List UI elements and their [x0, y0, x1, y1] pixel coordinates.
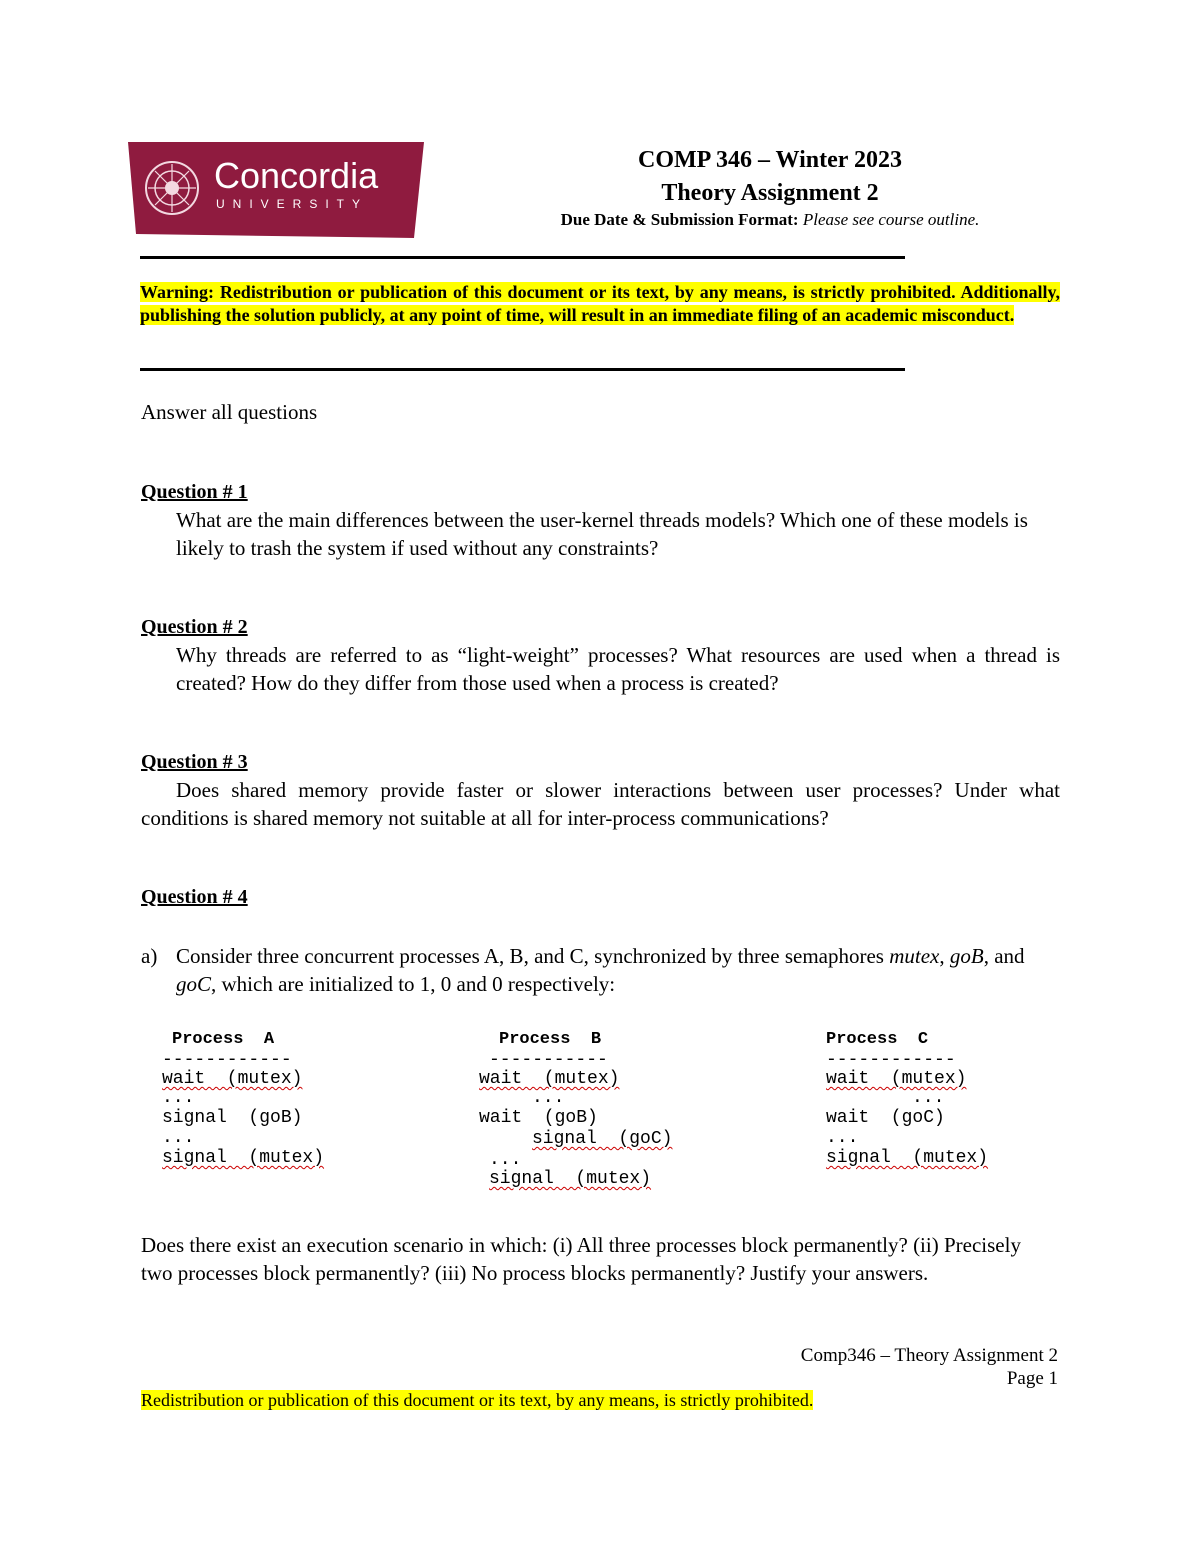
- concordia-logo: [128, 142, 424, 238]
- process-b-line-6: signal (mutex): [489, 1169, 652, 1189]
- question-4-part-a-label: a): [141, 944, 158, 968]
- process-a-line-2: ...: [162, 1088, 195, 1108]
- instructions: Answer all questions: [141, 400, 318, 424]
- question-3-body: Does shared memory provide faster or slower interactions between user processes? Under what conditions is shared memory not suitable at all for inter-process communications?: [141, 778, 1060, 830]
- process-a-line-5: signal (mutex): [162, 1148, 325, 1168]
- question-1-body: What are the main differences between the user-kernel threads models? Which one of these models is likely to trash the system if used without any constraints?: [176, 508, 1028, 560]
- question-2-heading: Question # 2: [141, 616, 248, 638]
- logo-wordmark: Concordia: [214, 155, 379, 196]
- process-a-line-1: wait (mutex): [162, 1069, 303, 1089]
- process-b-title: Process B: [499, 1030, 602, 1049]
- process-b-line-3: wait (goB): [479, 1108, 598, 1128]
- process-b-line-4: signal (goC): [532, 1129, 673, 1149]
- page-number: Page 1: [1006, 1368, 1058, 1389]
- question-1-heading: Question # 1: [141, 481, 248, 503]
- divider-top: [140, 256, 905, 259]
- process-c-line-5: signal (mutex): [826, 1148, 989, 1168]
- process-a-dashes: ------------: [162, 1050, 292, 1070]
- question-4-part-a-body: Consider three concurrent processes A, B, and C, synchronized by three semaphores mutex, goB, and goC, which are initialized to 1, 0 and 0 respectively:: [176, 944, 1025, 996]
- process-b-line-5: ...: [489, 1150, 522, 1170]
- process-c-title: Process C: [826, 1030, 929, 1049]
- process-c-line-3: wait (goC): [826, 1108, 945, 1128]
- university-seal-icon: [146, 162, 198, 214]
- process-c-dashes: ------------: [826, 1050, 956, 1070]
- process-c-line-4: ...: [826, 1128, 859, 1148]
- question-4-prompt: Does there exist an execution scenario in which: (i) All three processes block permanently? (ii) Precisely two processes block permanently? (iii) No process blocks permanently? Justify your answers.: [141, 1233, 1021, 1285]
- process-c-line-2: ...: [912, 1088, 945, 1108]
- process-b-dashes: -----------: [489, 1050, 608, 1070]
- process-a-title: Process A: [172, 1030, 275, 1049]
- due-text: Please see course outline.: [802, 210, 980, 229]
- process-b-line-1: wait (mutex): [479, 1069, 620, 1089]
- question-2-body: Why threads are referred to as “light-weight” processes? What resources are used when a thread is created? How do they differ from those used when a process is created?: [176, 643, 1060, 695]
- logo-subname: UNIVERSITY: [216, 197, 369, 211]
- due-label: Due Date & Submission Format:: [560, 210, 799, 229]
- question-4-heading: Question # 4: [141, 886, 248, 908]
- process-a-line-3: signal (goB): [162, 1108, 303, 1128]
- process-a-line-4: ...: [162, 1128, 195, 1148]
- process-c-line-1: wait (mutex): [826, 1069, 967, 1089]
- warning-notice: [140, 281, 1060, 327]
- footer-title: Comp346 – Theory Assignment 2: [800, 1345, 1058, 1366]
- process-b-line-2: ...: [532, 1088, 565, 1108]
- divider-bottom: [140, 368, 905, 371]
- assignment-title: Theory Assignment 2: [661, 180, 879, 206]
- question-3-heading: Question # 3: [141, 751, 248, 773]
- warning-text: Warning: Redistribution or publication of this document or its text, by any means, is strictly prohibited. Additionally, publishing the solution publicly, at any point of time, will result in an immediate filing of an academic misconduct.: [140, 282, 1060, 325]
- course-title: COMP 346 – Winter 2023: [638, 147, 902, 173]
- due-date-line: [470, 210, 1070, 230]
- footer-warning: Redistribution or publication of this document or its text, by any means, is strictly prohibited.: [141, 1390, 814, 1410]
